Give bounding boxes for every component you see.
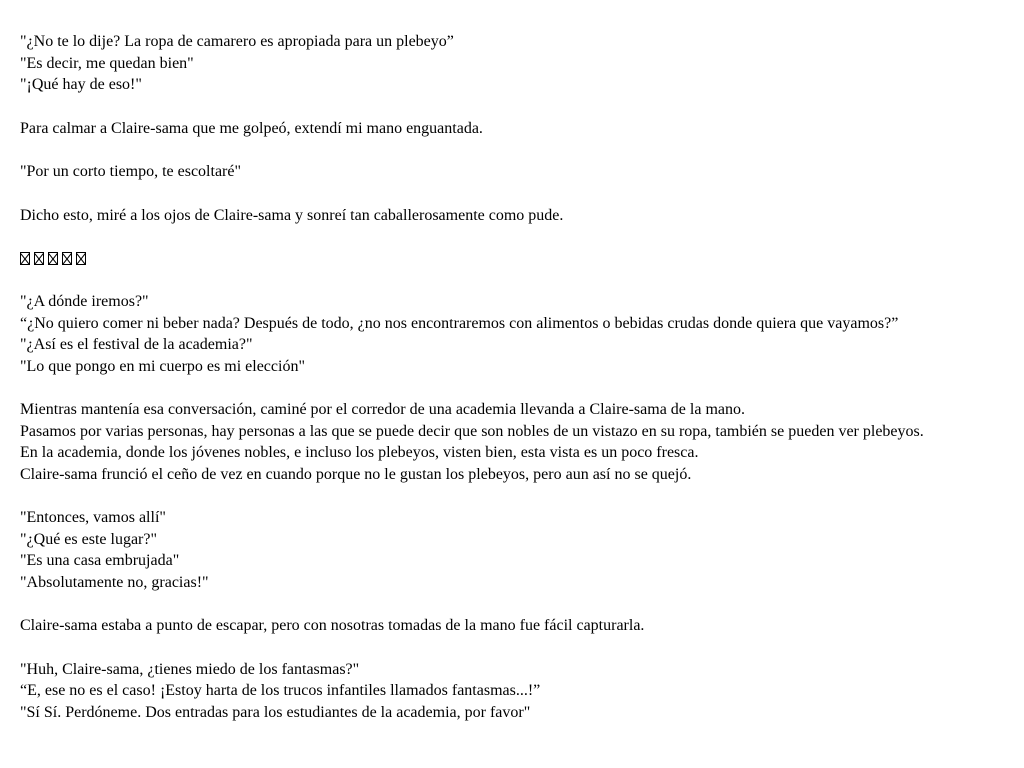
text-line: Claire-sama estaba a punto de escapar, pero con nosotras tomadas de la mano fue fácil capturarla. (20, 617, 645, 634)
text-line: En la academia, donde los jóvenes nobles, e incluso los plebeyos, visten bien, esta vista es un poco fresca. (20, 444, 699, 461)
text-line: “E, ese no es el caso! ¡Estoy harta de los trucos infantiles llamados fantasmas...!” (20, 682, 541, 699)
text-line: "Entonces, vamos allí" (20, 509, 166, 526)
paragraph-dialogue-4 (20, 507, 1015, 593)
text-line: Mientras mantenía esa conversación, caminé por el corredor de una academia llevanda a Claire-sama de la mano. (20, 401, 745, 418)
text-line: "Sí Sí. Perdóneme. Dos entradas para los estudiantes de la academia, por favor" (20, 703, 531, 721)
missing-glyph-icon (20, 252, 30, 265)
text-line: "¿No te lo dije? La ropa de camarero es apropiada para un plebeyo” (20, 33, 454, 50)
text-line: “¿No quiero comer ni beber nada? Después de todo, ¿no nos encontraremos con alimentos o bebidas crudas donde quiera que vayamos?” (20, 314, 899, 332)
text-line: Claire-sama frunció el ceño de vez en cuando porque no le gustan los plebeyos, pero aun así no se quejó. (20, 465, 692, 483)
text-line: "¿Qué es este lugar?" (20, 530, 157, 548)
paragraph-dialogue-2 (20, 161, 1015, 183)
missing-glyph-icon (48, 252, 58, 265)
missing-glyph-icon (76, 252, 86, 265)
text-line: Para calmar a Claire-sama que me golpeó, extendí mi mano enguantada. (20, 119, 483, 137)
document-body (20, 31, 1015, 745)
text-line: Pasamos por varias personas, hay personas a las que se puede decir que son nobles de un vistazo en su ropa, también se pueden ver plebeyos. (20, 422, 924, 440)
text-line: "Huh, Claire-sama, ¿tienes miedo de los fantasmas?" (20, 660, 360, 678)
text-line: "Es decir, me quedan bien" (20, 54, 194, 72)
section-separator (20, 248, 1015, 269)
text-line: "Por un corto tiempo, te escoltaré" (20, 163, 241, 180)
text-line: "¿A dónde iremos?" (20, 293, 149, 310)
missing-glyph-icon (34, 252, 44, 265)
text-line: "Es una casa embrujada" (20, 552, 180, 569)
paragraph-narration-1 (20, 118, 1015, 140)
paragraph-narration-2 (20, 205, 1015, 227)
paragraph-narration-3 (20, 399, 1015, 485)
paragraph-dialogue-3 (20, 291, 1015, 377)
paragraph-dialogue-1 (20, 31, 1015, 96)
text-line: "Absolutamente no, gracias!" (20, 573, 209, 591)
text-line: "¿Así es el festival de la academia?" (20, 336, 253, 353)
paragraph-narration-4 (20, 615, 1015, 637)
paragraph-dialogue-5 (20, 659, 1015, 724)
text-line: "Lo que pongo en mi cuerpo es mi elección" (20, 357, 305, 375)
missing-glyph-icon (62, 252, 72, 265)
text-line: Dicho esto, miré a los ojos de Claire-sama y sonreí tan caballerosamente como pude. (20, 206, 564, 224)
text-line: "¡Qué hay de eso!" (20, 76, 142, 93)
